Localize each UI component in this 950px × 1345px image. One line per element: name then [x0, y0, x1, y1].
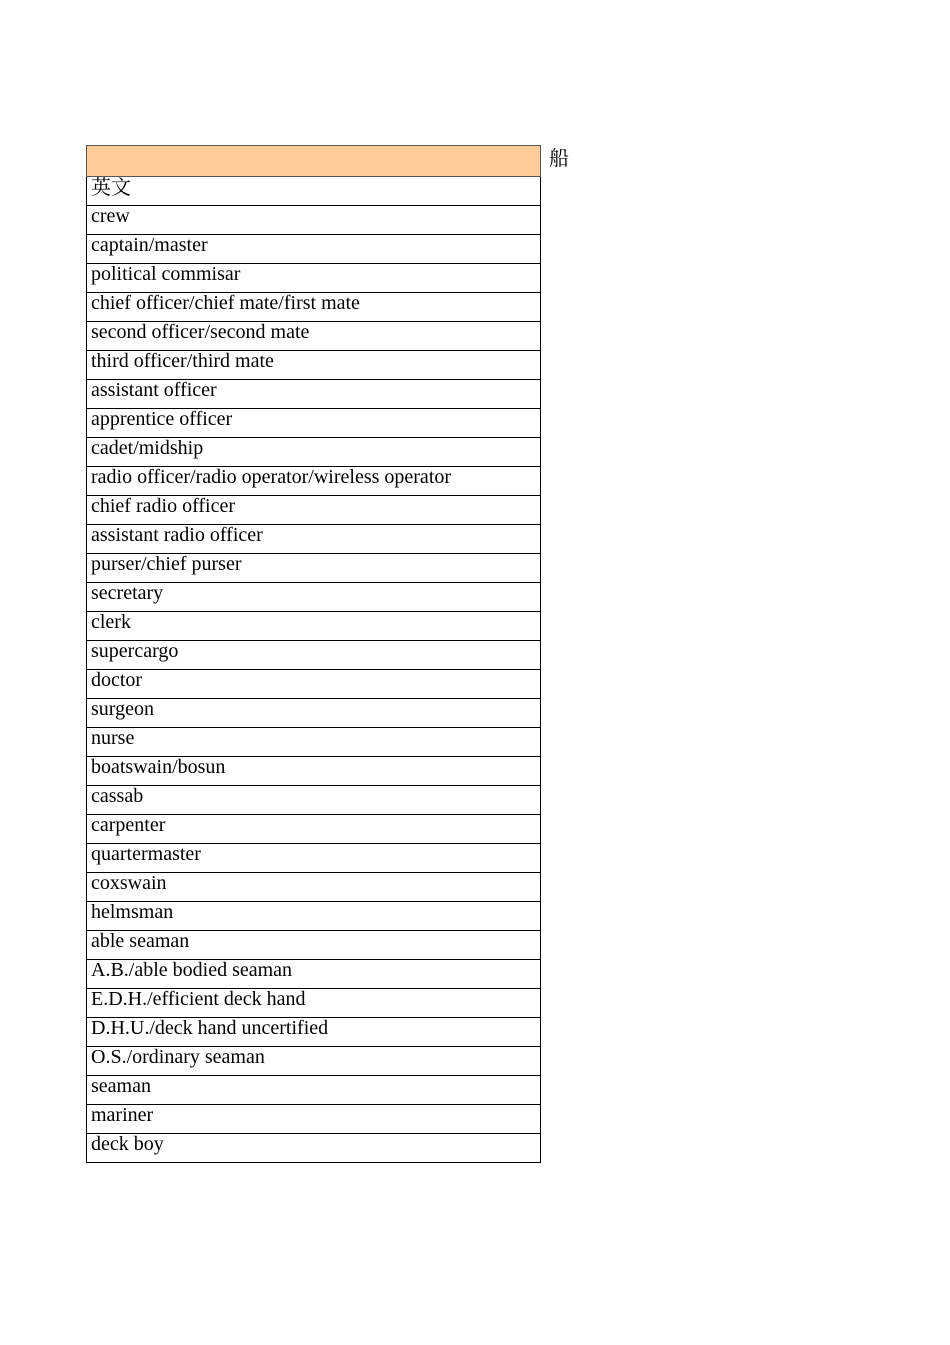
table-row	[87, 989, 541, 1018]
banner-cell[interactable]	[87, 146, 541, 177]
banner-row	[87, 146, 541, 177]
table-row	[87, 409, 541, 438]
table-row	[87, 322, 541, 351]
table-row	[87, 1018, 541, 1047]
table-row	[87, 351, 541, 380]
table-row	[87, 1105, 541, 1134]
table-cell[interactable]: apprentice officer	[87, 409, 541, 438]
table-cell[interactable]: E.D.H./efficient deck hand	[87, 989, 541, 1018]
table-row	[87, 844, 541, 873]
table-cell[interactable]: political commisar	[87, 264, 541, 293]
table-row	[87, 960, 541, 989]
table-row	[87, 931, 541, 960]
spreadsheet-table	[86, 145, 541, 1163]
table-cell[interactable]: chief radio officer	[87, 496, 541, 525]
table-cell[interactable]: purser/chief purser	[87, 554, 541, 583]
table-row	[87, 902, 541, 931]
table-cell[interactable]: O.S./ordinary seaman	[87, 1047, 541, 1076]
table-row	[87, 873, 541, 902]
header-row	[87, 177, 541, 206]
table-row	[87, 583, 541, 612]
overflow-title-char: 船	[549, 146, 569, 170]
table-row	[87, 438, 541, 467]
table-cell[interactable]: cassab	[87, 786, 541, 815]
table-row	[87, 728, 541, 757]
table-row	[87, 496, 541, 525]
table-cell[interactable]: carpenter	[87, 815, 541, 844]
table-cell[interactable]: A.B./able bodied seaman	[87, 960, 541, 989]
spreadsheet-body	[87, 146, 541, 1163]
table-cell[interactable]: assistant officer	[87, 380, 541, 409]
table-cell[interactable]: mariner	[87, 1105, 541, 1134]
table-cell[interactable]: doctor	[87, 670, 541, 699]
table-cell[interactable]: quartermaster	[87, 844, 541, 873]
table-row	[87, 1076, 541, 1105]
table-row	[87, 670, 541, 699]
table-row	[87, 786, 541, 815]
table-cell[interactable]: nurse	[87, 728, 541, 757]
table-row	[87, 1134, 541, 1163]
table-cell[interactable]: surgeon	[87, 699, 541, 728]
table-row	[87, 554, 541, 583]
table-cell[interactable]: D.H.U./deck hand uncertified	[87, 1018, 541, 1047]
table-cell[interactable]: clerk	[87, 612, 541, 641]
table-cell[interactable]: supercargo	[87, 641, 541, 670]
table-row	[87, 641, 541, 670]
table-row	[87, 699, 541, 728]
table-cell[interactable]: chief officer/chief mate/first mate	[87, 293, 541, 322]
table-cell[interactable]: third officer/third mate	[87, 351, 541, 380]
table-cell[interactable]: captain/master	[87, 235, 541, 264]
table-cell[interactable]: cadet/midship	[87, 438, 541, 467]
table-row	[87, 612, 541, 641]
table-cell[interactable]: boatswain/bosun	[87, 757, 541, 786]
table-cell[interactable]: coxswain	[87, 873, 541, 902]
table-cell[interactable]: deck boy	[87, 1134, 541, 1163]
table-row	[87, 815, 541, 844]
table-cell[interactable]: seaman	[87, 1076, 541, 1105]
table-row	[87, 293, 541, 322]
table-row	[87, 1047, 541, 1076]
table-cell[interactable]: secretary	[87, 583, 541, 612]
table-cell[interactable]: radio officer/radio operator/wireless operator	[87, 467, 541, 496]
table-cell[interactable]: able seaman	[87, 931, 541, 960]
table-row	[87, 525, 541, 554]
table-row	[87, 235, 541, 264]
table-row	[87, 467, 541, 496]
header-cell-english[interactable]: 英文	[87, 177, 541, 206]
table-cell[interactable]: helmsman	[87, 902, 541, 931]
table-row	[87, 264, 541, 293]
table-cell[interactable]: second officer/second mate	[87, 322, 541, 351]
table-row	[87, 206, 541, 235]
table-cell[interactable]: assistant radio officer	[87, 525, 541, 554]
table-cell[interactable]: crew	[87, 206, 541, 235]
table-row	[87, 380, 541, 409]
table-row	[87, 757, 541, 786]
